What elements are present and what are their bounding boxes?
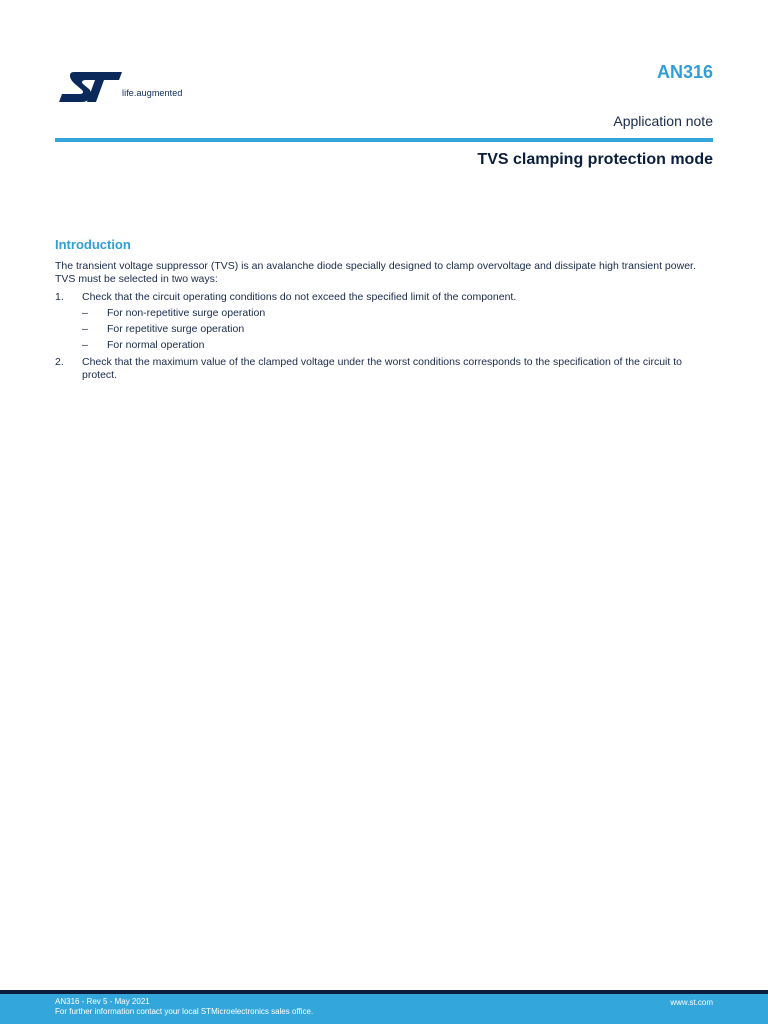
section-heading-introduction: Introduction <box>55 237 131 252</box>
footer-revision: AN316 - Rev 5 - May 2021 <box>55 997 150 1006</box>
footer-url-link[interactable]: www.st.com <box>670 998 713 1007</box>
header-divider <box>55 138 713 142</box>
sub-list-item-text: For non-repetitive surge operation <box>107 307 266 319</box>
st-logo-icon <box>56 70 126 104</box>
doc-title: TVS clamping protection mode <box>477 151 713 168</box>
logo-tagline: life.augmented <box>122 88 183 98</box>
list-item-text: Check that the maximum value of the clamped voltage under the worst conditions corresponds to the specification of the circuit to protect. <box>82 356 682 381</box>
sub-list-marker: – <box>82 323 88 335</box>
intro-paragraph: The transient voltage suppressor (TVS) is an avalanche diode specially designed to clamp overvoltage and dissipate high transient power. TVS must be selected in two ways: <box>55 260 696 285</box>
sub-list-item-text: For normal operation <box>107 339 205 351</box>
doc-type: Application note <box>613 113 713 129</box>
sub-list-marker: – <box>82 307 88 319</box>
footer-info: For further information contact your local STMicroelectronics sales office. <box>55 1007 314 1016</box>
list-marker: 2. <box>55 356 64 368</box>
list-item-text: Check that the circuit operating conditions do not exceed the specified limit of the component. <box>82 291 517 303</box>
doc-id: AN316 <box>656 62 713 82</box>
list-marker: 1. <box>55 291 64 303</box>
sub-list-marker: – <box>82 339 88 351</box>
st-logo <box>56 70 206 104</box>
sub-list-item-text: For repetitive surge operation <box>107 323 245 335</box>
